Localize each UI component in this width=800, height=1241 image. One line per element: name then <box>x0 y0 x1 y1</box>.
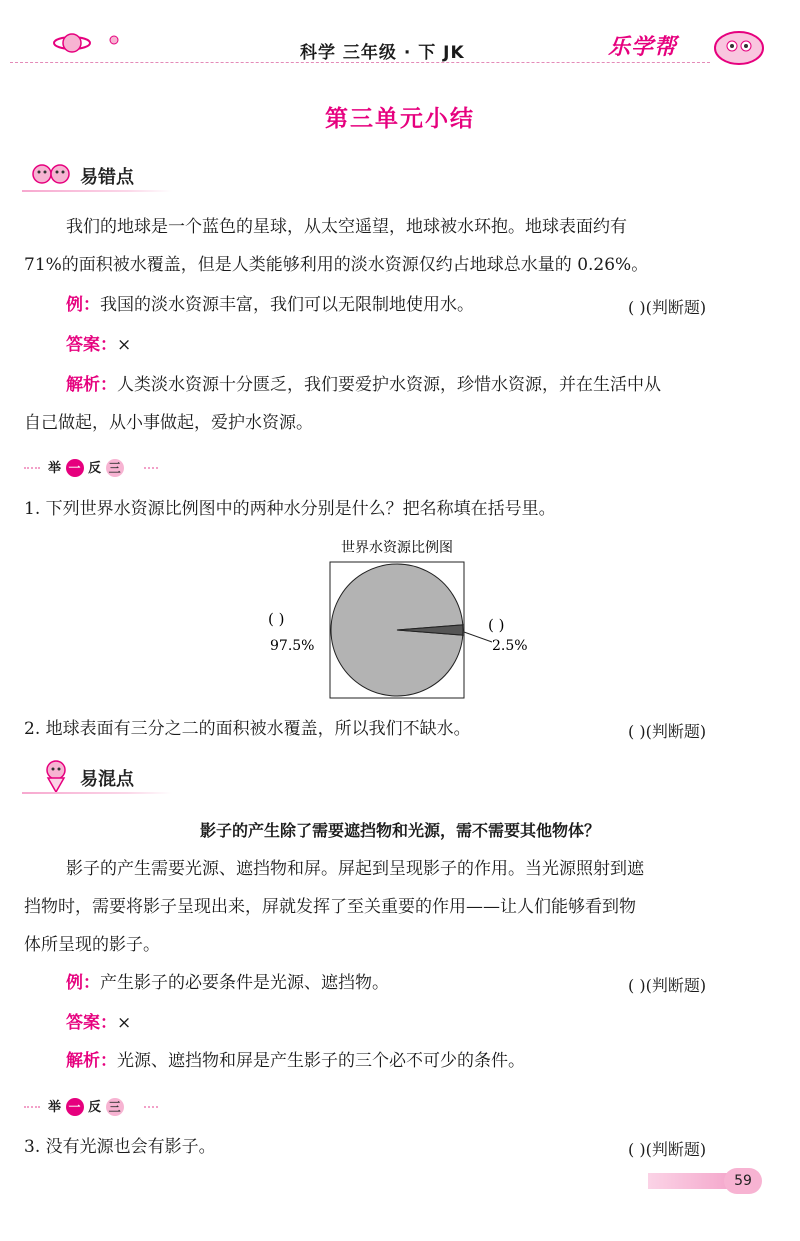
judge-blank[interactable]: ( )(判断题) <box>628 1140 707 1159</box>
juyi-char: 反 <box>88 1100 102 1115</box>
question-3: 3. 没有光源也会有影子。 <box>24 1137 216 1157</box>
blank-left[interactable]: ( ) <box>268 610 285 628</box>
analysis-label: 解析： <box>66 1051 117 1071</box>
header-subject: 科学 三年级 · 下 JK <box>300 43 465 63</box>
section-label-easy-mistake: 易错点 <box>80 167 134 188</box>
blank-right[interactable]: ( ) <box>488 616 505 634</box>
intro-line: 体所呈现的影子。 <box>24 935 160 955</box>
juyi-fansan-heading <box>48 1096 124 1116</box>
section-underline <box>22 792 172 794</box>
example-row <box>66 292 474 318</box>
page-title: 第三单元小结 <box>325 106 475 132</box>
judge-blank[interactable]: ( )(判断题) <box>628 298 707 317</box>
section-underline <box>22 190 172 192</box>
answer-row <box>66 332 131 358</box>
question-1: 1. 下列世界水资源比例图中的两种水分别是什么？把名称填在括号里。 <box>24 499 556 519</box>
judge-blank[interactable]: ( )(判断题) <box>628 976 707 995</box>
slice-label-freshwater: 2.5% <box>492 638 528 654</box>
page-number: 59 <box>724 1168 762 1194</box>
answer-label: 答案： <box>66 1013 117 1033</box>
answer-text: × <box>117 335 132 355</box>
juyi-char: 反 <box>88 461 102 476</box>
example-label: 例： <box>66 973 100 993</box>
analysis-label: 解析： <box>66 375 117 395</box>
section-subtitle: 影子的产生除了需要遮挡物和光源，需不需要其他物体？ <box>199 821 600 840</box>
juyi-dots-left <box>24 467 40 469</box>
analysis-row <box>66 372 661 398</box>
chart-title: 世界水资源比例图 <box>341 540 453 556</box>
pie-chart-svg <box>260 532 560 704</box>
question-2: 2. 地球表面有三分之二的面积被水覆盖，所以我们不缺水。 <box>24 719 471 739</box>
answer-label: 答案： <box>66 335 117 355</box>
juyi-circle-char: 三 <box>106 1098 124 1116</box>
juyi-circle-char: 一 <box>66 1098 84 1116</box>
juyi-char: 举 <box>48 461 62 476</box>
section-easy-mistake-icon <box>28 160 78 192</box>
example-text: 产生影子的必要条件是光源、遮挡物。 <box>100 973 389 993</box>
juyi-dots-right <box>144 467 158 469</box>
juyi-dots-right <box>144 1106 158 1108</box>
juyi-dots-left <box>24 1106 40 1108</box>
intro-line: 挡物时，需要将影子呈现出来，屏就发挥了至关重要的作用——让人们能够看到物 <box>24 897 636 917</box>
analysis-line: 自己做起，从小事做起，爱护水资源。 <box>24 413 313 433</box>
analysis-text: 人类淡水资源十分匮乏，我们要爱护水资源，珍惜水资源，并在生活中从 <box>117 375 661 395</box>
answer-text: × <box>117 1013 132 1033</box>
intro-line: 71%的面积被水覆盖，但是人类能够利用的淡水资源仅约占地球总水量的 0.26%。 <box>24 255 649 275</box>
water-pie-chart <box>260 532 560 708</box>
intro-line: 影子的产生需要光源、遮挡物和屏。屏起到呈现影子的作用。当光源照射到遮 <box>66 859 644 879</box>
header-divider <box>10 62 710 63</box>
brand-logo: 乐学帮 <box>608 35 678 60</box>
analysis-text: 光源、遮挡物和屏是产生影子的三个必不可少的条件。 <box>117 1051 525 1071</box>
intro-line: 我们的地球是一个蓝色的星球，从太空遥望，地球被水环抱。地球表面约有 <box>66 217 627 237</box>
section-label-easy-confuse: 易混点 <box>80 769 134 790</box>
example-label: 例： <box>66 295 100 315</box>
slice-label-saltwater: 97.5% <box>270 638 315 654</box>
analysis-row <box>66 1048 525 1074</box>
juyi-char: 举 <box>48 1100 62 1115</box>
juyi-circle-char: 三 <box>106 459 124 477</box>
juyi-circle-char: 一 <box>66 459 84 477</box>
mascot-icon <box>704 24 774 72</box>
judge-blank[interactable]: ( )(判断题) <box>628 722 707 741</box>
example-text: 我国的淡水资源丰富，我们可以无限制地使用水。 <box>100 295 474 315</box>
juyi-fansan-heading <box>48 457 124 477</box>
example-row <box>66 970 389 996</box>
planet-decoration <box>52 28 132 62</box>
answer-row <box>66 1010 131 1036</box>
